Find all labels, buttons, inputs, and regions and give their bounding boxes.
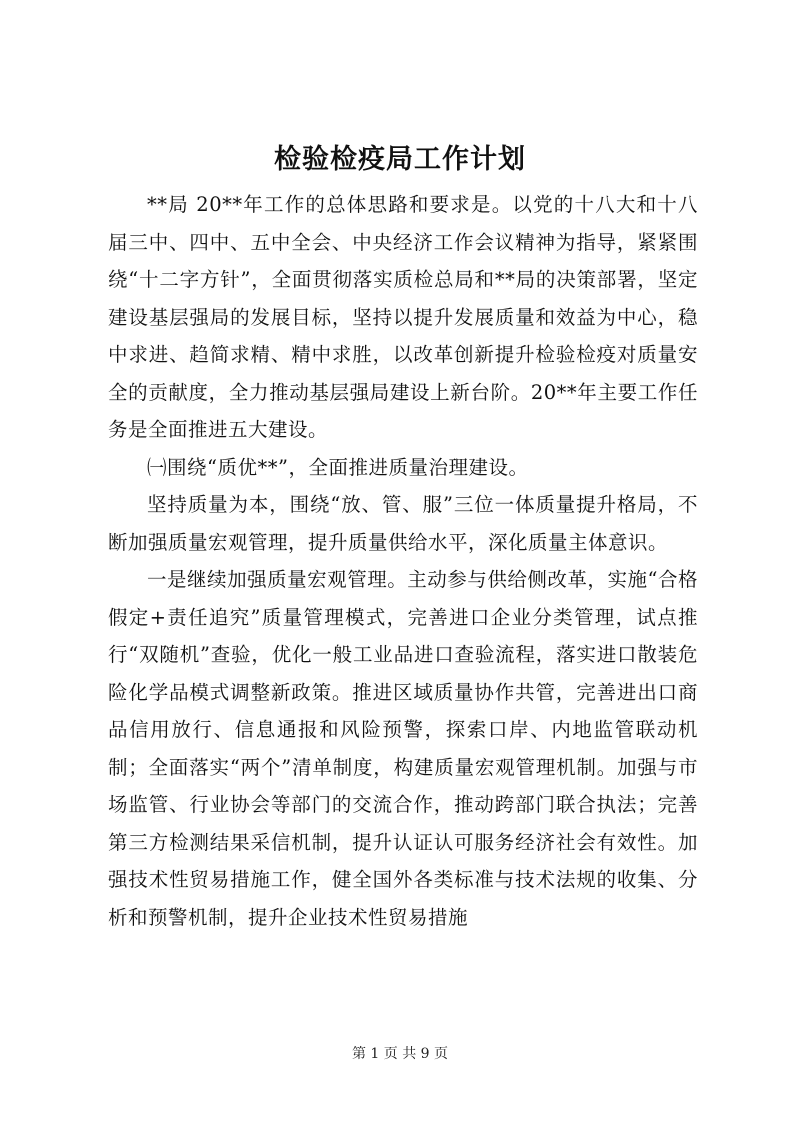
section-heading-quality: ㈠围绕“质优**”，全面推进质量治理建设。 xyxy=(147,455,529,479)
document-body xyxy=(108,186,698,936)
document-title: 检验检疫局工作计划 xyxy=(274,144,526,175)
paragraph-quality-intro: 坚持质量为本，围绕“放、管、服”三位一体质量提升格局，不断加强质量宏观管理，提升质量供给水平，深化质量主体意识。 xyxy=(108,493,698,554)
paragraph-macro-management: 一是继续加强质量宏观管理。主动参与供给侧改革，实施“合格假定+责任追究”质量管理模式，完善进口企业分类管理，试点推行“双随机”查验，优化一般工业品进口查验流程，落实进口散装危险化学品模式调整新政策。推进区域质量协作共管，完善进出口商品信用放行、信息通报和风险预警，探索口岸、内地监管联动机制；全面落实“两个”清单制度，构建质量宏观管理机制。加强与市场监管、行业协会等部门的交流合作，推动跨部门联合执法；完善第三方检测结果采信机制，提升认证认可服务经济社会有效性。加强技术性贸易措施工作，健全国外各类标准与技术法规的收集、分析和预警机制，提升企业技术性贸易措施 xyxy=(108,568,698,929)
page-footer: 第 1 页 共 9 页 xyxy=(351,1046,449,1062)
paragraph-overview: **局 20**年工作的总体思路和要求是。以党的十八大和十八届三中、四中、五中全会、中央经济工作会议精神为指导，紧紧围绕“十二字方针”，全面贯彻落实质检总局和**局的决策部署，坚定建设基层强局的发展目标，坚持以提升发展质量和效益为中心，稳中求进、趋简求精、精中求胜，以改革创新提升检验检疫对质量安全的贡献度，全力推动基层强局建设上新台阶。20**年主要工作任务是全面推进五大建设。 xyxy=(108,193,698,441)
